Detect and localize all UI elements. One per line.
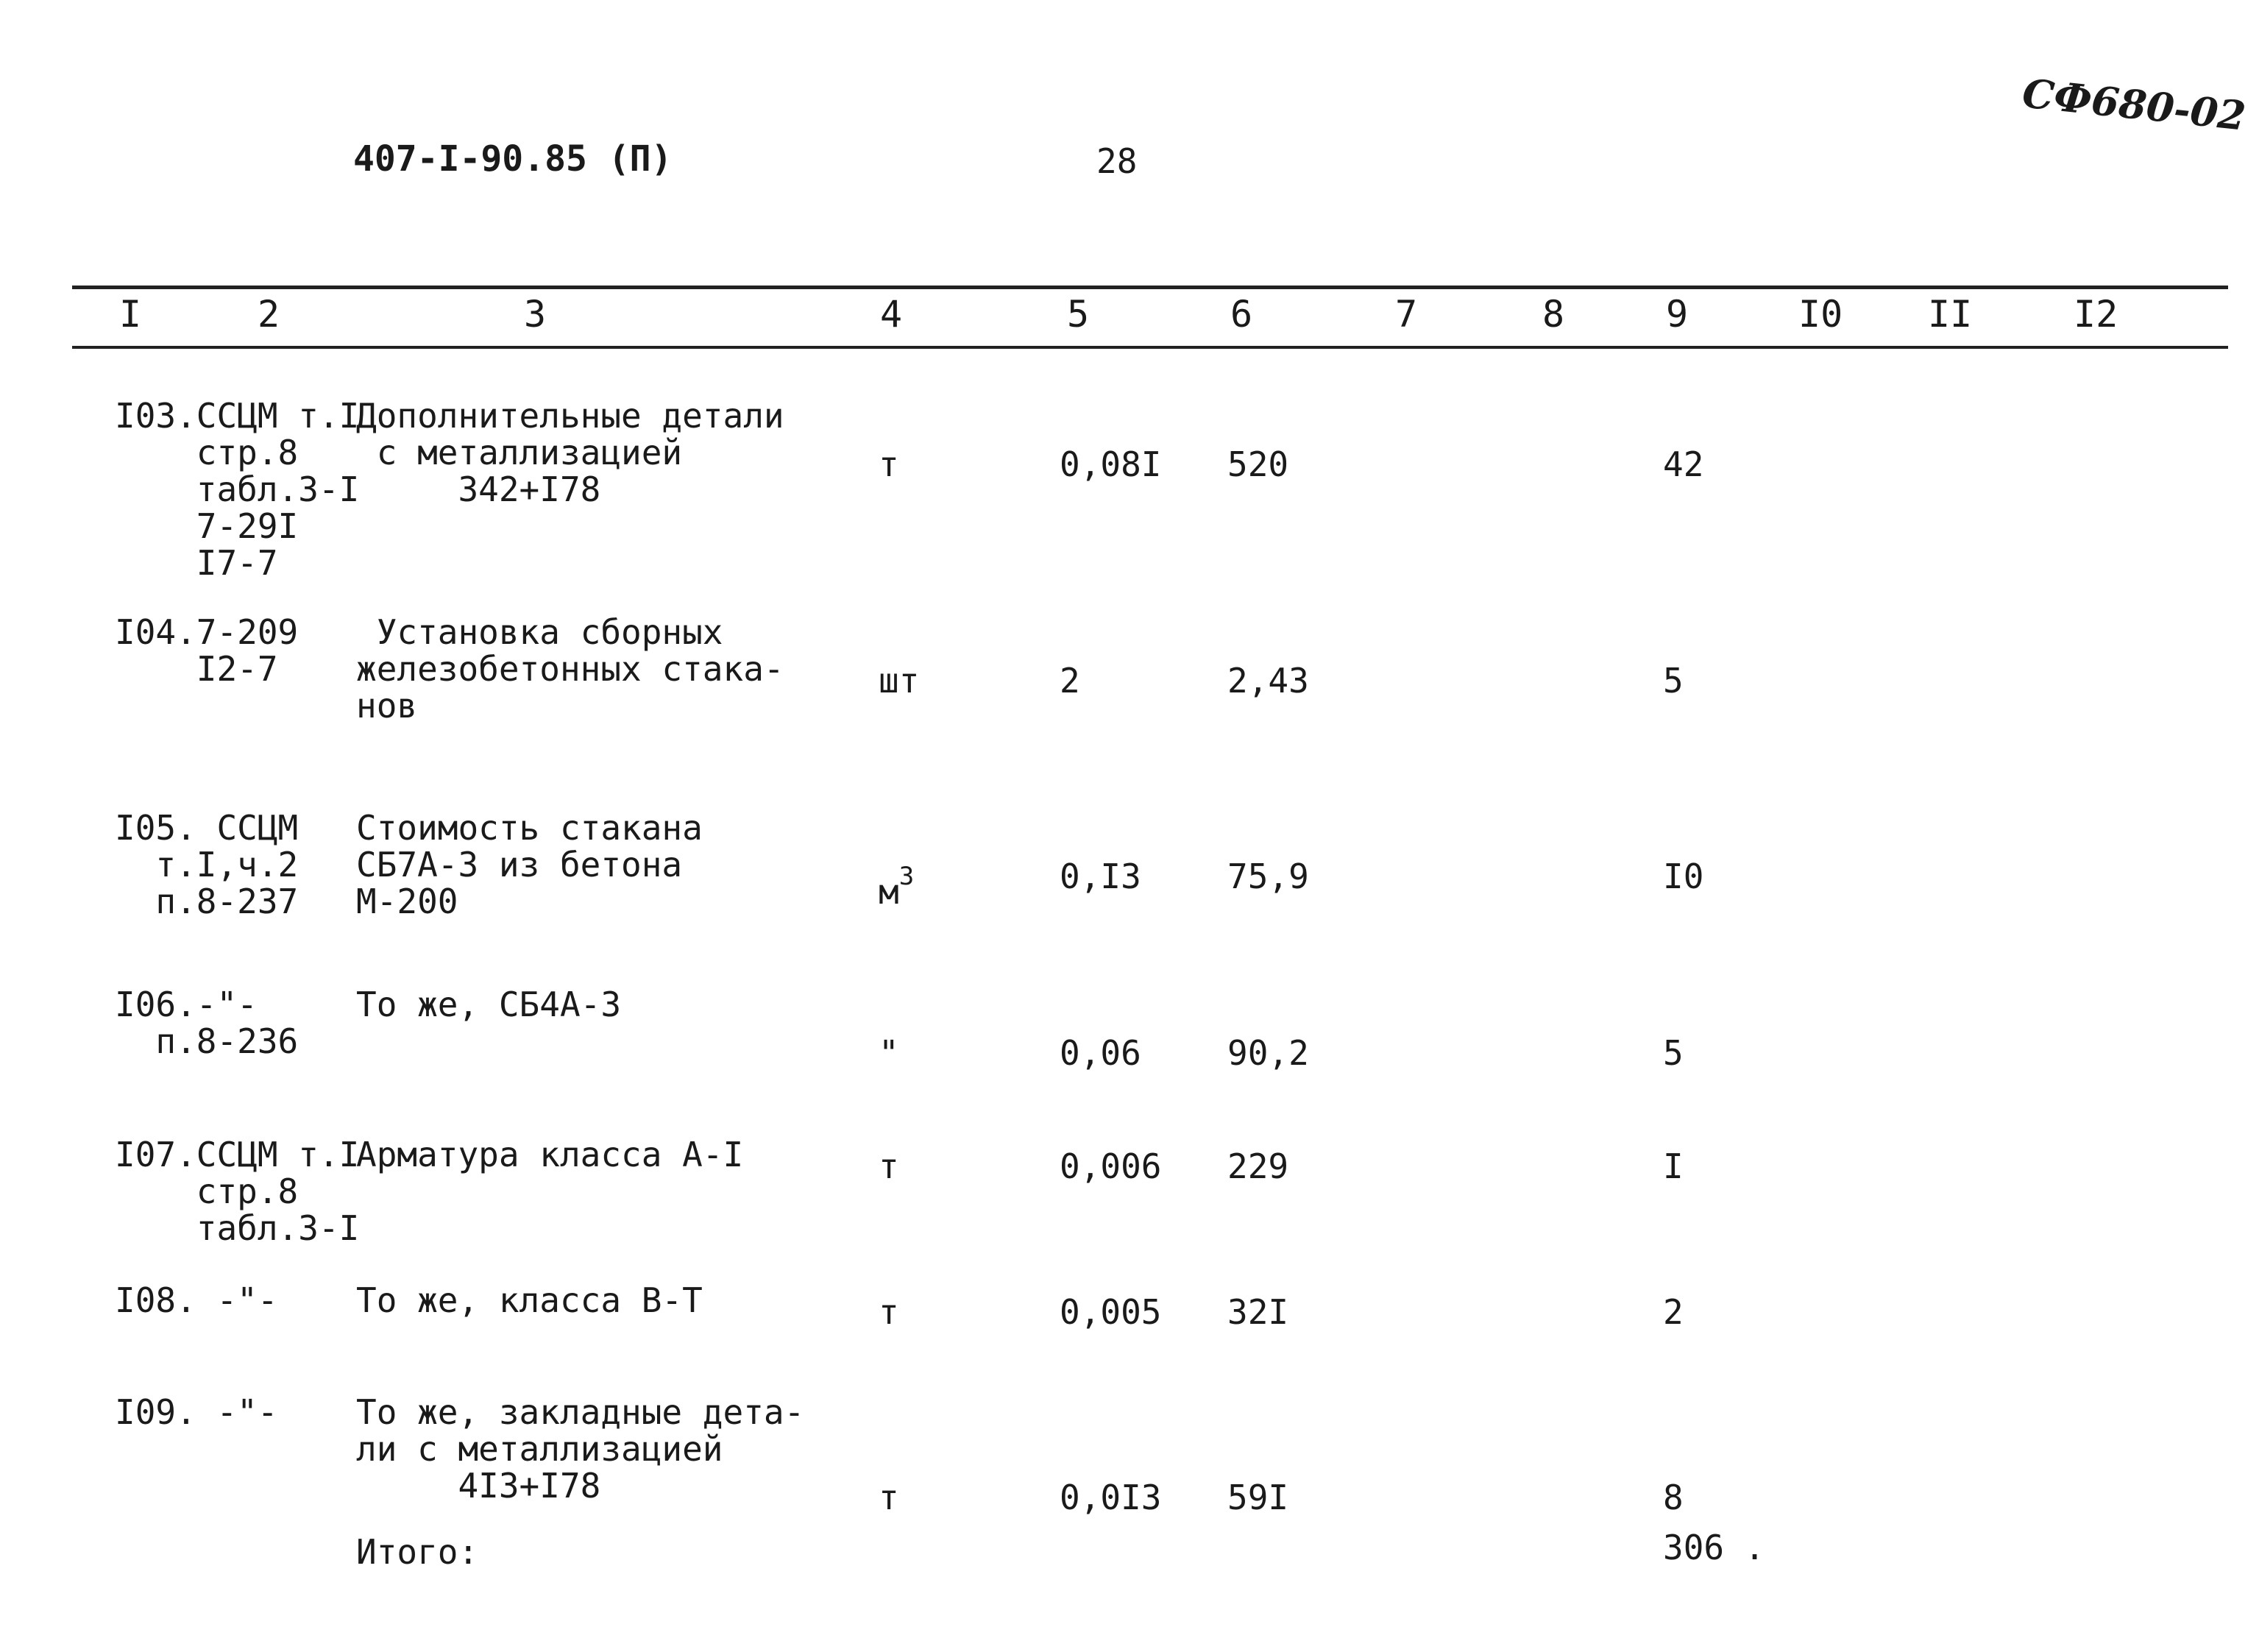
row-quantity: 0,005 bbox=[1060, 1292, 1162, 1332]
row-description: То же, закладные дета- bbox=[356, 1392, 805, 1432]
row-unit-price: 32I bbox=[1227, 1292, 1289, 1332]
column-number: 4 bbox=[880, 293, 903, 336]
row-reference: I04.7-209 bbox=[115, 612, 299, 652]
row-reference: I07.ССЦМ т.I bbox=[115, 1135, 360, 1174]
row-description: Установка сборных bbox=[356, 612, 723, 652]
row-reference: I7-7 bbox=[115, 543, 278, 583]
archive-stamp: СФ680-02 bbox=[2020, 69, 2249, 140]
column-number: 8 bbox=[1542, 293, 1565, 336]
column-number: 5 bbox=[1067, 293, 1090, 336]
column-number: I bbox=[119, 293, 142, 336]
row-description: То же, класса В-Т bbox=[356, 1280, 703, 1320]
document-code: 407-I-90.85 (П) bbox=[353, 138, 673, 180]
row-total: 5 bbox=[1663, 1033, 1684, 1073]
row-total: 42 bbox=[1663, 444, 1704, 484]
column-number: 3 bbox=[524, 293, 547, 336]
row-unit-price: 59I bbox=[1227, 1478, 1289, 1517]
column-number: 6 bbox=[1230, 293, 1253, 336]
row-reference: 7-29I bbox=[115, 506, 299, 546]
row-reference: т.I,ч.2 bbox=[115, 845, 299, 885]
row-reference: I08. -"- bbox=[115, 1280, 278, 1320]
column-number: I0 bbox=[1798, 293, 1843, 336]
row-description: Стоимость стакана bbox=[356, 808, 703, 848]
row-reference: I06.-"- bbox=[115, 985, 258, 1024]
row-unit: т bbox=[879, 444, 899, 484]
row-unit: $м^3$ bbox=[879, 862, 915, 912]
column-number: 9 bbox=[1666, 293, 1689, 336]
row-unit-price: 75,9 bbox=[1227, 857, 1309, 896]
row-reference: I03.ССЦМ т.I bbox=[115, 396, 360, 436]
summary-label: Итого: bbox=[356, 1532, 479, 1572]
row-description: с металлизацией bbox=[356, 433, 683, 472]
row-total: 2 bbox=[1663, 1292, 1684, 1332]
row-unit: т bbox=[879, 1478, 899, 1517]
row-total: I0 bbox=[1663, 857, 1704, 896]
row-description: ли с металлизацией bbox=[356, 1429, 723, 1469]
row-unit-price: 229 bbox=[1227, 1146, 1289, 1186]
row-reference: I05. ССЦМ bbox=[115, 808, 299, 848]
row-unit-price: 520 bbox=[1227, 444, 1289, 484]
row-description: М-200 bbox=[356, 882, 458, 921]
header-rule-bottom bbox=[72, 346, 2228, 349]
row-unit-price: 2,43 bbox=[1227, 661, 1309, 701]
row-description: СБ7А-3 из бетона bbox=[356, 845, 683, 885]
row-reference: стр.8 bbox=[115, 433, 299, 472]
row-reference: п.8-237 bbox=[115, 882, 299, 921]
row-unit: шт bbox=[879, 661, 920, 701]
row-description: 4I3+I78 bbox=[356, 1466, 601, 1506]
row-reference: стр.8 bbox=[115, 1171, 299, 1211]
row-description: Дополнительные детали bbox=[356, 396, 784, 436]
row-reference: табл.3-I bbox=[115, 469, 360, 509]
row-description: нов bbox=[356, 686, 418, 726]
row-reference: I09. -"- bbox=[115, 1392, 278, 1432]
column-number: 2 bbox=[258, 293, 280, 336]
column-number: II bbox=[1928, 293, 1973, 336]
unit-exponent: 3 bbox=[898, 862, 915, 891]
row-reference: п.8-236 bbox=[115, 1021, 299, 1061]
row-reference: табл.3-I bbox=[115, 1208, 360, 1248]
page-number: 28 bbox=[1096, 141, 1138, 181]
row-total: 8 bbox=[1663, 1478, 1684, 1517]
row-description: железобетонных стака- bbox=[356, 649, 784, 689]
row-description: 342+I78 bbox=[356, 469, 601, 509]
header-rule-top bbox=[72, 286, 2228, 289]
row-quantity: 2 bbox=[1060, 661, 1080, 701]
row-reference: I2-7 bbox=[115, 649, 278, 689]
column-number: I2 bbox=[2074, 293, 2118, 336]
row-total: 5 bbox=[1663, 661, 1684, 701]
summary-total: 306 . bbox=[1663, 1528, 1765, 1567]
row-quantity: 0,006 bbox=[1060, 1146, 1162, 1186]
row-quantity: 0,06 bbox=[1060, 1033, 1141, 1073]
column-number: 7 bbox=[1395, 293, 1418, 336]
row-unit-price: 90,2 bbox=[1227, 1033, 1309, 1073]
row-unit: т bbox=[879, 1292, 899, 1332]
row-quantity: 0,0I3 bbox=[1060, 1478, 1162, 1517]
row-description: Арматура класса А-I bbox=[356, 1135, 744, 1174]
row-total: I bbox=[1663, 1146, 1684, 1186]
row-quantity: 0,I3 bbox=[1060, 857, 1141, 896]
row-description: То же, СБ4А-3 bbox=[356, 985, 622, 1024]
row-unit: " bbox=[879, 1033, 899, 1073]
row-unit: т bbox=[879, 1146, 899, 1186]
row-quantity: 0,08I bbox=[1060, 444, 1162, 484]
